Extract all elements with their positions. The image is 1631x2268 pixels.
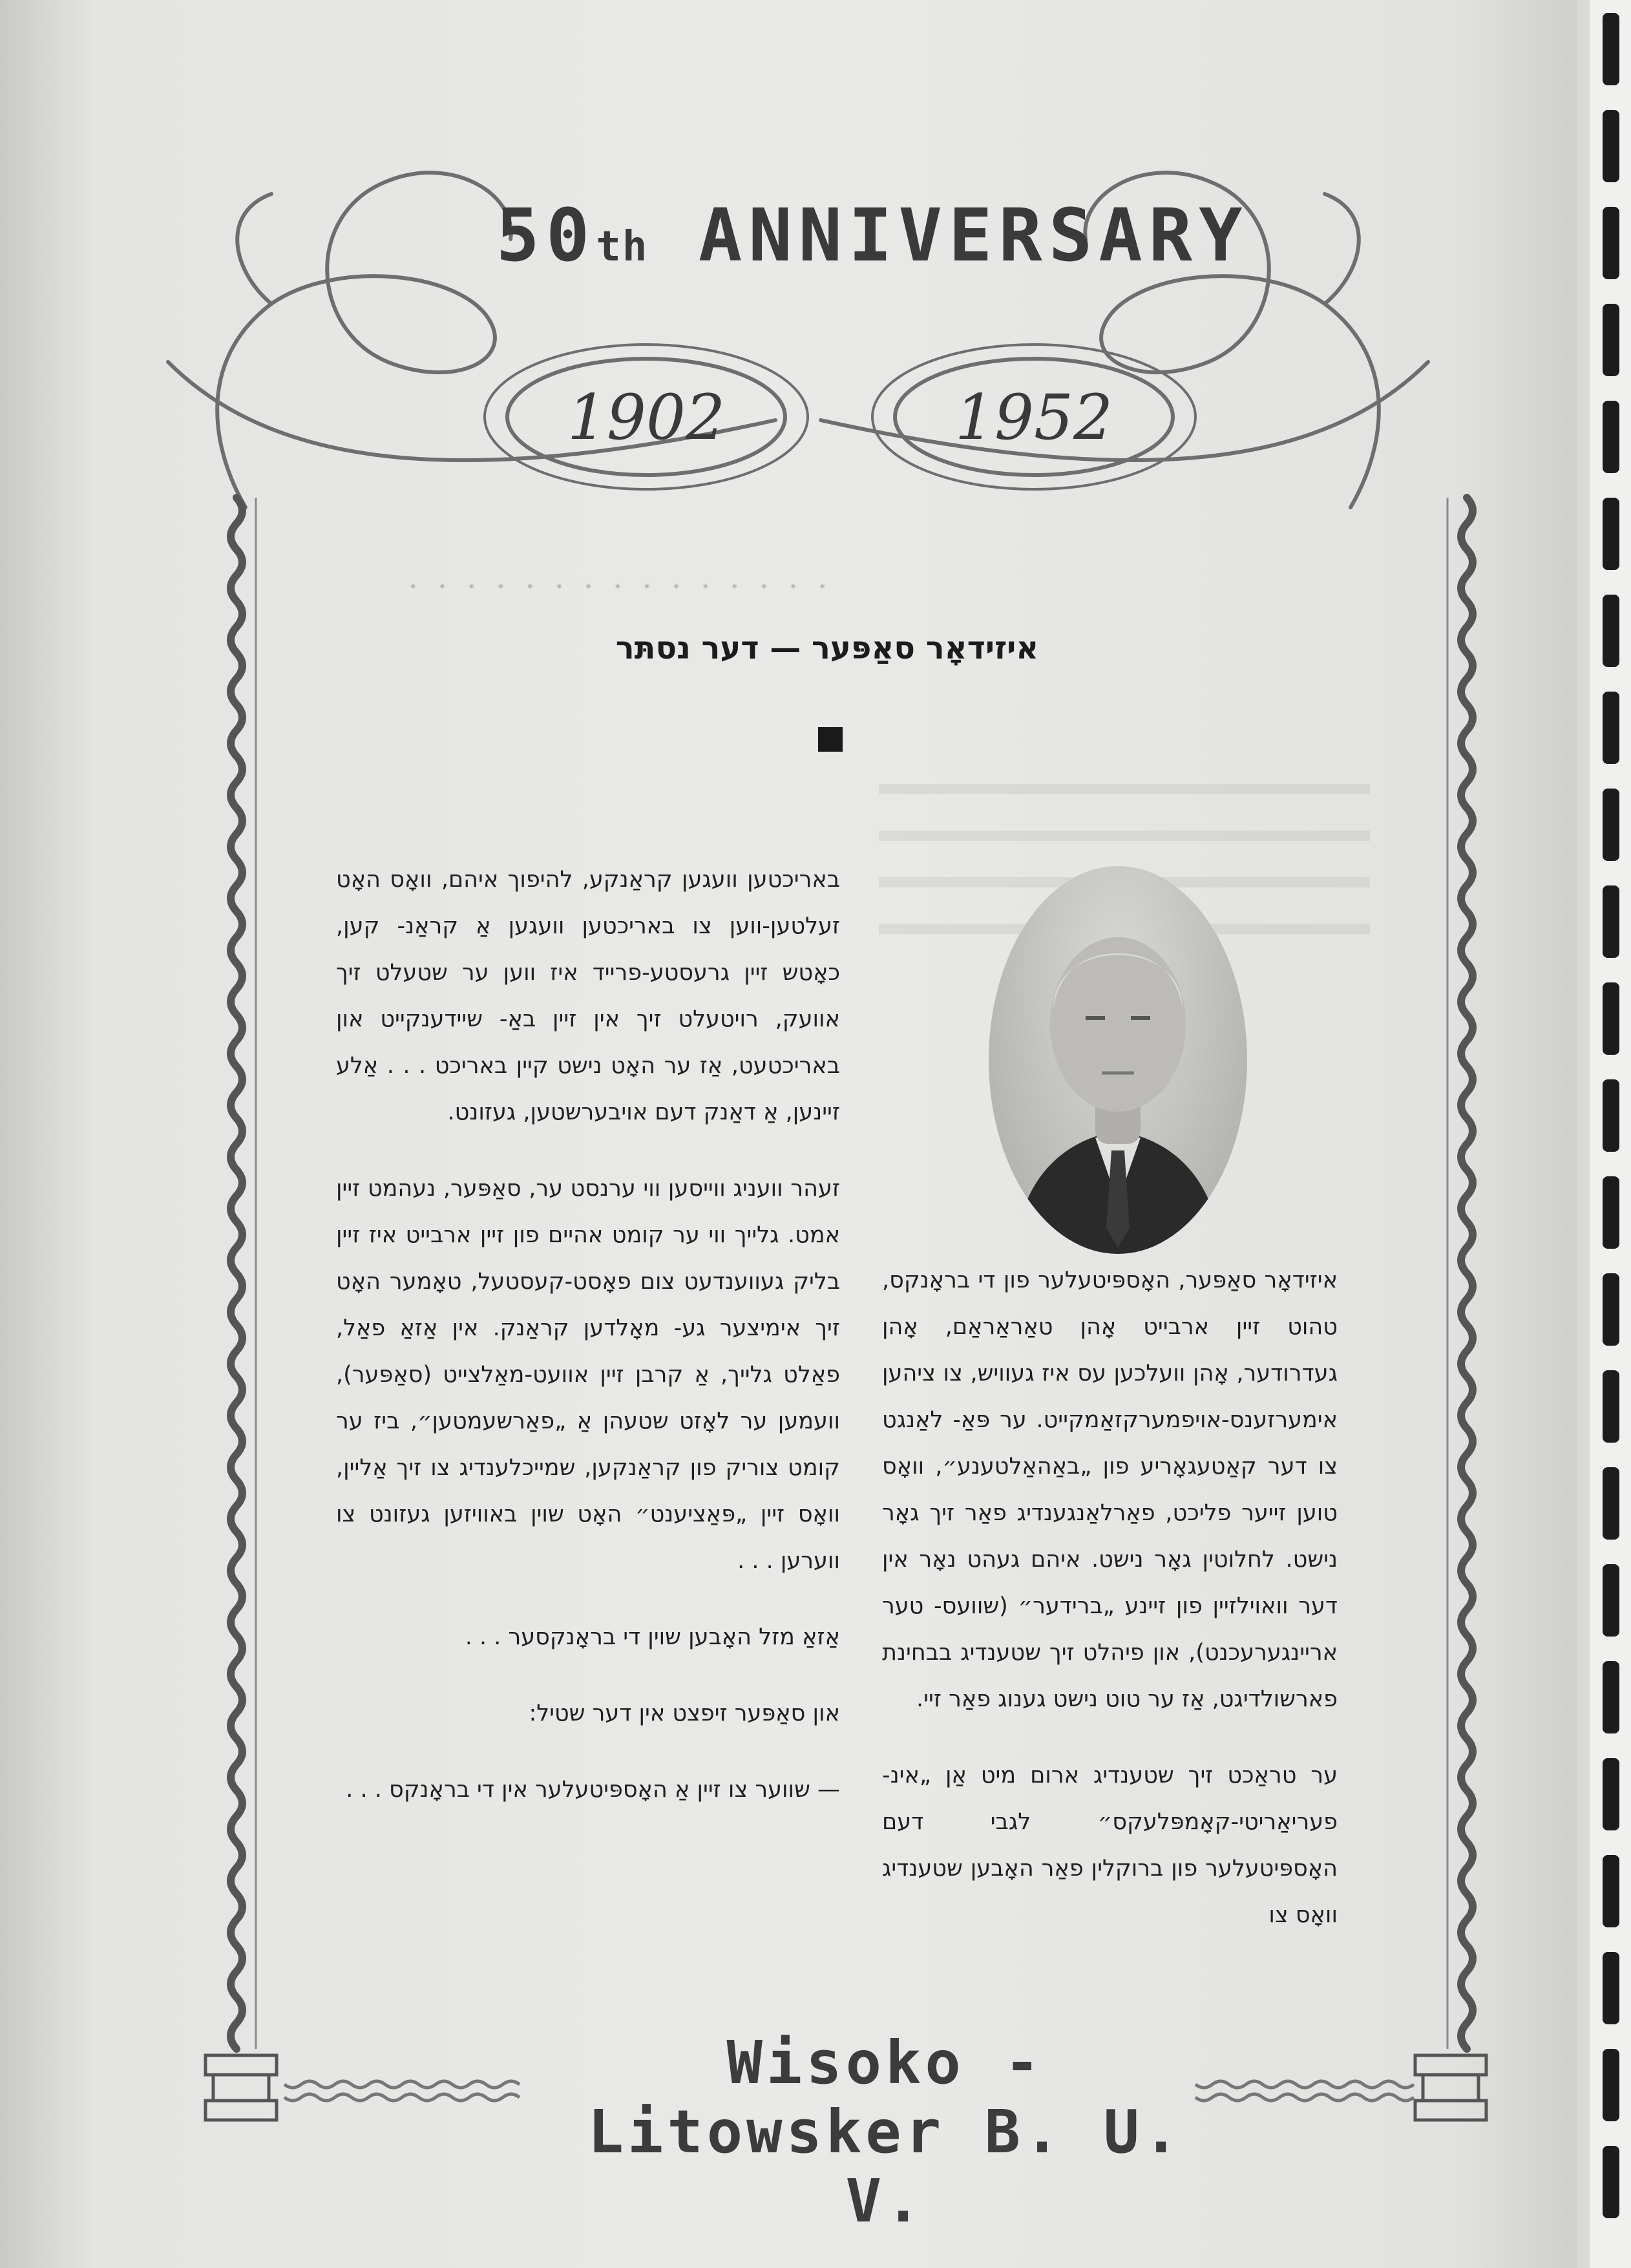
faded-print-line: · · · · · · · · · · · · · · ·	[408, 569, 833, 604]
organization-footer: Wisoko - Litowsker B. U. V.	[587, 2028, 1183, 2236]
binding-ring	[1603, 1467, 1619, 1540]
binding-ring	[1603, 2049, 1619, 2121]
left-paragraph-2: זעהר וועניג ווייסען ווי ערנסט ער, סאַפּער, נעהמט זיין אמט. גלייך ווי ער קומט אהיים פון זיין ארבייט איז זיין בליק געווענדעט צום פאָסט-קעסטעל, טאָמער האָט זיך אימיצער גע- מאָלדען קראַנק. אין אַזאַ פאַל, פאַלט גלייך, אַ קרבן זיין אוועט-מאַלצייט (סאַפּער), וועמען ער לאָזט שטעהן אַ „פאַרשעמטען״, ביז ער קומט צוריק פון קראַנקען, שמייכלענדיג צו זיך אַליין, וואָס זיין „פּאַציענט״ האָט שוין באוויזען געזונט צו ווערען . . .	[336, 1176, 840, 1574]
article-headline: איזידאָר סאַפּער — דער נסתּר	[615, 630, 1039, 666]
anniversary-title	[452, 194, 1292, 278]
binding-ring	[1603, 1758, 1619, 1830]
bottom-left-pedestal	[205, 2055, 277, 2120]
bottom-left-wave-strip	[284, 2081, 520, 2101]
year-end: 1952	[954, 381, 1113, 454]
left-paragraph-1: באריכטען וועגען קראַנקע, להיפוך איהם, וואָס האָט זעלטען-ווען צו באריכטען וועגען אַ קראַנ- קען, כאָטש זיין גרעסטע-פרייד איז ווען ער שטעלט זיך אוועק, רויטעלט זיך אין זיין באַ- שיידענקייט און באריכטעט, אַז ער האָט נישט קיין באריכט . . . אַלע זיינען, אַ דאַנק דעם אויבערשטען, געזונט.	[336, 867, 840, 1125]
section-marker-square	[818, 727, 843, 752]
binding-ring	[1603, 110, 1619, 182]
left-paragraph-3: אַזאַ מזל האָבען שוין די בראָנקסער . . .	[465, 1624, 840, 1650]
portrait-face	[1050, 937, 1186, 1112]
article-left-column	[336, 856, 840, 1843]
spiral-binding	[1590, 0, 1631, 2268]
binding-ring	[1603, 692, 1619, 764]
bottom-right-pedestal	[1415, 2055, 1486, 2120]
left-paragraph-5: — שווער צו זיין אַ האָספּיטעלער אין די בראָנקס . . .	[346, 1777, 840, 1803]
right-wavy-border	[1461, 498, 1473, 2049]
binding-ring	[1603, 1952, 1619, 2024]
binding-ring	[1603, 304, 1619, 376]
binding-ring	[1603, 1370, 1619, 1443]
binding-ring	[1603, 1176, 1619, 1249]
binding-ring	[1603, 1079, 1619, 1152]
binding-ring	[1603, 1273, 1619, 1346]
binding-ring	[1603, 2146, 1619, 2218]
title-ordinal-suffix: th	[596, 223, 649, 271]
binding-ring	[1603, 13, 1619, 85]
binding-ring	[1603, 1564, 1619, 1637]
binding-ring	[1603, 498, 1619, 570]
binding-ring	[1603, 595, 1619, 667]
binding-ring	[1603, 401, 1619, 473]
right-scroll-inner	[1325, 194, 1359, 304]
binding-ring	[1603, 885, 1619, 958]
year-start: 1902	[567, 381, 726, 454]
article-right-column	[882, 1257, 1338, 1968]
right-paragraph-1: איזידאָר סאַפּער, האָספּיטעלער פון די בראָנקס, טהוט זיין ארבייט אָהן טאַראַראַם, אָהן געדרודער, אָהן וועלכען עס איז געוויש, צו ציהען אימערזענס-אויפמערקזאַמקייט. ער פּאַ- לאַנגט צו דער קאַטעגאָריע פון „באַהאַלטענע״, וואָס טוען זייער פליכט, פאַרלאַנגענדיג פאַר זיך גאָר נישט. לחלוטין גאָר נישט. איהם געהט נאָר אין דער וואוילזיין פון זיינע „ברידער״ (שוועס- טער אריינגערעכנט), און פיהלט זיך שטענדיג בבחינת פארשולדיגט, אַז ער טוט נישט גענוג פאַר זיי.	[882, 1267, 1338, 1712]
binding-ring	[1603, 1661, 1619, 1733]
title-number: 50	[496, 194, 596, 278]
binding-ring	[1603, 789, 1619, 861]
right-paragraph-2: ער טראַכט זיך שטענדיג ארום מיט אַן „אינ- פעריאַריטי-קאָמפּלעקס״ לגבי דעם האָספּיטעלער פון ברוקלין פאַר האָבען שטענדיג וואָס צו	[882, 1763, 1338, 1928]
portrait-photo	[989, 866, 1247, 1254]
left-wavy-border	[231, 498, 242, 2049]
title-word: ANNIVERSARY	[698, 194, 1249, 278]
portrait-figure	[989, 866, 1247, 1254]
binding-ring	[1603, 1855, 1619, 1927]
binding-ring	[1603, 207, 1619, 279]
binding-ring	[1603, 982, 1619, 1055]
left-scroll-inner	[237, 194, 271, 304]
left-paragraph-4: און סאַפּער זיפצט אין דער שטיל:	[529, 1701, 840, 1726]
